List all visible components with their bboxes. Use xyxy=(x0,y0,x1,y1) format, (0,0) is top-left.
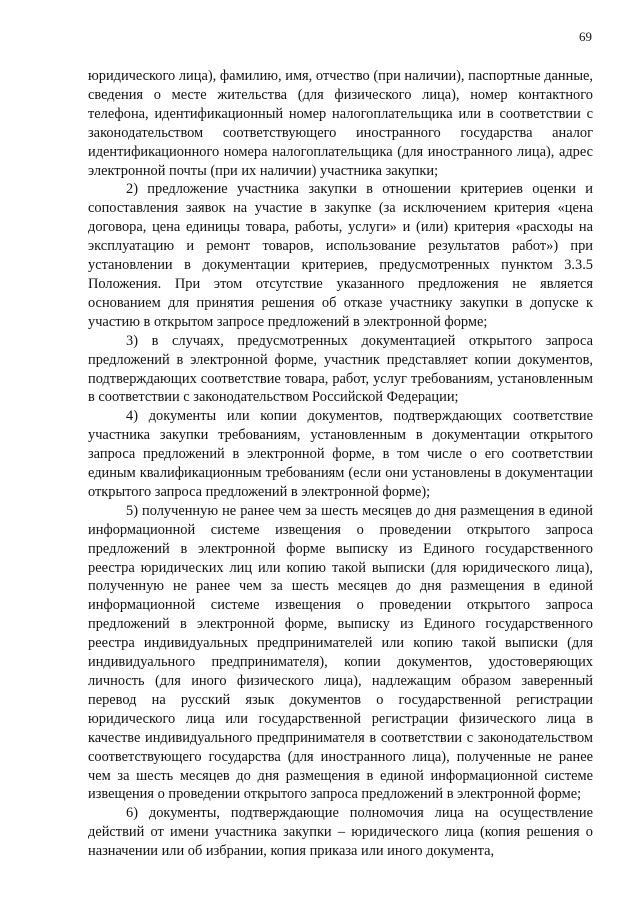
document-body xyxy=(88,67,593,861)
paragraph-item-5: 5) полученную не ранее чем за шесть месяцев до дня размещения в единой информационной системе извещения о проведении открытого запроса предложений в электронной форме выписку из Единого государственного реестра юридических лиц или копию такой выписки (для юридического лица), полученную не ранее чем за шесть месяцев до дня размещения в единой информационной системе извещения о проведении открытого запроса предложений в электронной форме, выписку из Единого государственного реестра индивидуальных предпринимателей или копию такой выписки (для индивидуального предпринимателя), копии документов, удостоверяющих личность (для иного физического лица), надлежащим образом заверенный перевод на русский язык документов о государственной регистрации юридического лица или государственной регистрации физического лица в качестве индивидуального предпринимателя в соответствии с законодательством соответствующего государства (для иностранного лица), полученные не ранее чем за шесть месяцев до дня размещения в единой информационной системе извещения о проведении открытого запроса предложений в электронной форме; xyxy=(88,502,593,803)
page-number: 69 xyxy=(579,29,592,44)
paragraph-item-3: 3) в случаях, предусмотренных документацией открытого запроса предложений в электронной форме, участник представляет копии документов, подтверждающих соответствие товара, работ, услуг требованиям, установленным в соответствии с законодательством Российской Федерации; xyxy=(88,332,593,406)
paragraph-item-2: 2) предложение участника закупки в отношении критериев оценки и сопоставления заявок на участие в закупке (за исключением критерия «цена договора, цена единицы товара, работы, услуги» и (или) критерия «расходы на эксплуатацию и ремонт товаров, использование результатов работ») при установлении в документации критериев, предусмотренных пунктом 3.3.5 Положения. При этом отсутствие указанного предложения не является основанием для принятия решения об отказе участнику закупки в допуске к участию в открытом запросе предложений в электронной форме; xyxy=(88,181,593,330)
paragraph-item-4: 4) документы или копии документов, подтверждающих соответствие участника закупки требованиям, установленным в документации открытого запроса предложений в электронной форме, в том числе о его соответствии единым квалификационным требованиям (если они установлены в документации открытого запроса предложений в электронной форме); xyxy=(88,408,593,500)
paragraph-continuation: юридического лица), фамилию, имя, отчество (при наличии), паспортные данные, сведения о месте жительства (для физического лица), номер контактного телефона, идентификационный номер налогоплательщика или в соответствии с законодательством соответствующего иностранного государства аналог идентификационного номера налогоплательщика (для иностранного лица), адрес электронной почты (при их наличии) участника закупки; xyxy=(88,68,593,179)
paragraph-item-6: 6) документы, подтверждающие полномочия лица на осуществление действий от имени участника закупки – юридического лица (копия решения о назначении или об избрании, копия приказа или иного документа, xyxy=(88,805,593,860)
